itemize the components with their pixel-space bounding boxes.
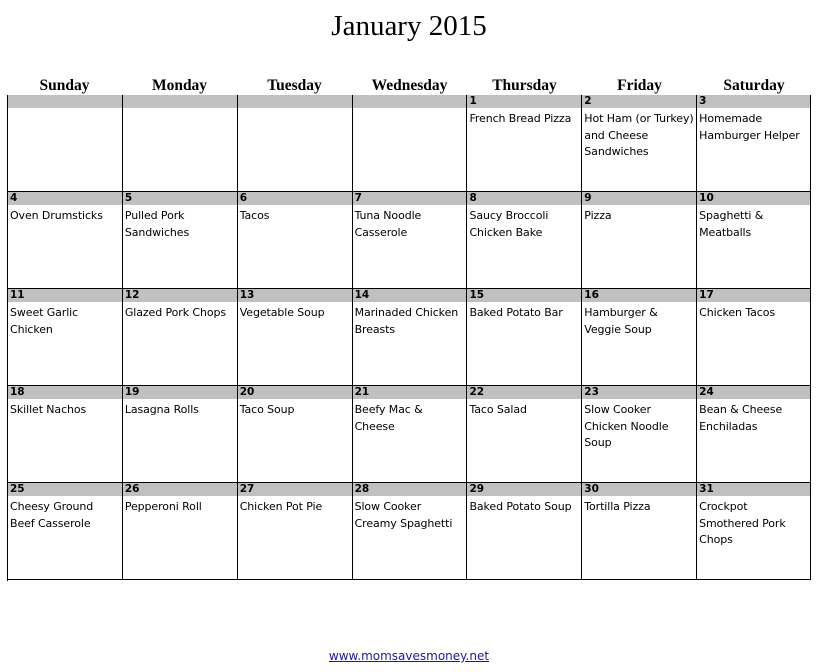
meal-text: Beefy Mac & Cheese (354, 403, 423, 433)
weekday-sunday: Sunday (39, 77, 90, 94)
calendar-week (8, 95, 811, 192)
meal-text: Pulled Pork Sandwiches (124, 209, 190, 239)
meal-text: Sweet Garlic Chicken (10, 306, 79, 336)
meal-text: Marinaded Chicken Breasts (354, 306, 459, 336)
meal-text: Lasagna Rolls (124, 403, 199, 416)
day-number: 25 (8, 483, 122, 496)
calendar-day-cell (467, 95, 582, 192)
day-number: 21 (353, 386, 467, 399)
weekday-tuesday: Tuesday (267, 77, 322, 94)
calendar-day-cell (238, 95, 353, 192)
meal-text: Hot Ham (or Turkey) and Cheese Sandwiches (584, 112, 694, 158)
day-number: 16 (582, 289, 696, 302)
day-number: 18 (8, 386, 122, 399)
page-title: January 2015 (331, 10, 487, 42)
calendar-day-cell (8, 289, 123, 386)
calendar-day-cell (123, 192, 238, 289)
calendar-day-cell (467, 192, 582, 289)
day-number: 27 (238, 483, 352, 496)
calendar-day-cell (697, 386, 811, 483)
calendar-day-cell (467, 289, 582, 386)
day-number: 28 (353, 483, 467, 496)
meal-text: Oven Drumsticks (10, 209, 103, 222)
day-number: 10 (697, 192, 810, 205)
day-number: 23 (582, 386, 696, 399)
calendar-day-cell (8, 386, 123, 483)
day-number: 29 (467, 483, 581, 496)
day-number: 2 (582, 95, 696, 108)
meal-text (123, 108, 237, 111)
calendar-day-cell (697, 192, 811, 289)
day-number: 22 (467, 386, 581, 399)
calendar-day-cell (582, 483, 697, 580)
meal-text: Homemade Hamburger Helper (699, 112, 800, 142)
calendar-grid (7, 95, 810, 581)
day-number: 6 (238, 192, 352, 205)
meal-text: Bean & Cheese Enchiladas (699, 403, 783, 433)
meal-text: Skillet Nachos (10, 403, 87, 416)
meal-text: Tacos (239, 209, 270, 222)
calendar-day-cell (123, 289, 238, 386)
meal-text: Cheesy Ground Beef Casserole (10, 500, 94, 530)
weekday-thursday: Thursday (492, 77, 557, 94)
day-number: 3 (697, 95, 810, 108)
footer (0, 649, 818, 663)
meal-text: Glazed Pork Chops (124, 306, 226, 319)
calendar-day-cell (123, 483, 238, 580)
calendar-day-cell (238, 386, 353, 483)
meal-text (238, 108, 352, 111)
day-number: 9 (582, 192, 696, 205)
calendar-day-cell (353, 483, 468, 580)
meal-text: Slow Cooker Chicken Noodle Soup (584, 403, 669, 449)
meal-text: Chicken Pot Pie (239, 500, 323, 513)
calendar-day-cell (697, 289, 811, 386)
calendar-day-cell (467, 483, 582, 580)
calendar-day-cell (697, 483, 811, 580)
calendar-week (8, 192, 811, 289)
meal-text: Spaghetti & Meatballs (699, 209, 764, 239)
calendar-day-cell (467, 386, 582, 483)
day-number: 30 (582, 483, 696, 496)
calendar-day-cell (8, 483, 123, 580)
meal-text (353, 108, 467, 111)
day-number: 13 (238, 289, 352, 302)
meal-text: Vegetable Soup (239, 306, 325, 319)
day-number: 8 (467, 192, 581, 205)
calendar-day-cell (582, 192, 697, 289)
calendar-week (8, 386, 811, 483)
day-number: 19 (123, 386, 237, 399)
calendar-week (8, 289, 811, 386)
day-number: 20 (238, 386, 352, 399)
day-number: 17 (697, 289, 810, 302)
calendar-day-cell (123, 386, 238, 483)
day-number: 31 (697, 483, 810, 496)
day-number: 14 (353, 289, 467, 302)
calendar-day-cell (582, 289, 697, 386)
meal-text: Crockpot Smothered Pork Chops (699, 500, 786, 546)
day-number: 4 (8, 192, 122, 205)
calendar-day-cell (697, 95, 811, 192)
meal-text: Hamburger & Veggie Soup (584, 306, 658, 336)
meal-text: Slow Cooker Creamy Spaghetti (354, 500, 453, 530)
day-number: 15 (467, 289, 581, 302)
day-number: 5 (123, 192, 237, 205)
weekday-header (7, 77, 810, 95)
weekday-saturday: Saturday (723, 77, 785, 94)
weekday-friday: Friday (617, 77, 662, 94)
day-number (238, 95, 352, 108)
meal-text: Pepperoni Roll (124, 500, 202, 513)
meal-text: Taco Soup (239, 403, 295, 416)
calendar-day-cell (353, 95, 468, 192)
calendar-day-cell (238, 192, 353, 289)
calendar-week (8, 483, 811, 580)
calendar-day-cell (353, 289, 468, 386)
calendar-day-cell (8, 192, 123, 289)
day-number: 1 (467, 95, 581, 108)
day-number: 11 (8, 289, 122, 302)
calendar-day-cell (238, 289, 353, 386)
calendar-day-cell (123, 95, 238, 192)
meal-text: French Bread Pizza (469, 112, 572, 125)
meal-text: Taco Salad (469, 403, 527, 416)
meal-text: Tuna Noodle Casserole (354, 209, 422, 239)
website-link[interactable]: www.momsavesmoney.net (328, 649, 490, 663)
meal-text (8, 108, 122, 111)
calendar-day-cell (8, 95, 123, 192)
meal-text: Baked Potato Bar (469, 306, 563, 319)
day-number: 12 (123, 289, 237, 302)
weekday-monday: Monday (151, 77, 208, 94)
meal-text: Chicken Tacos (699, 306, 775, 319)
day-number (123, 95, 237, 108)
meal-text: Saucy Broccoli Chicken Bake (469, 209, 549, 239)
day-number (353, 95, 467, 108)
day-number: 7 (353, 192, 467, 205)
weekday-wednesday: Wednesday (371, 77, 448, 94)
calendar-day-cell (353, 192, 468, 289)
day-number (8, 95, 122, 108)
day-number: 24 (697, 386, 810, 399)
day-number: 26 (123, 483, 237, 496)
meal-text: Baked Potato Soup (469, 500, 572, 513)
calendar-day-cell (582, 386, 697, 483)
meal-text: Tortilla Pizza (584, 500, 651, 513)
calendar-day-cell (353, 386, 468, 483)
calendar-day-cell (238, 483, 353, 580)
meal-text: Pizza (584, 209, 612, 222)
calendar-day-cell (582, 95, 697, 192)
